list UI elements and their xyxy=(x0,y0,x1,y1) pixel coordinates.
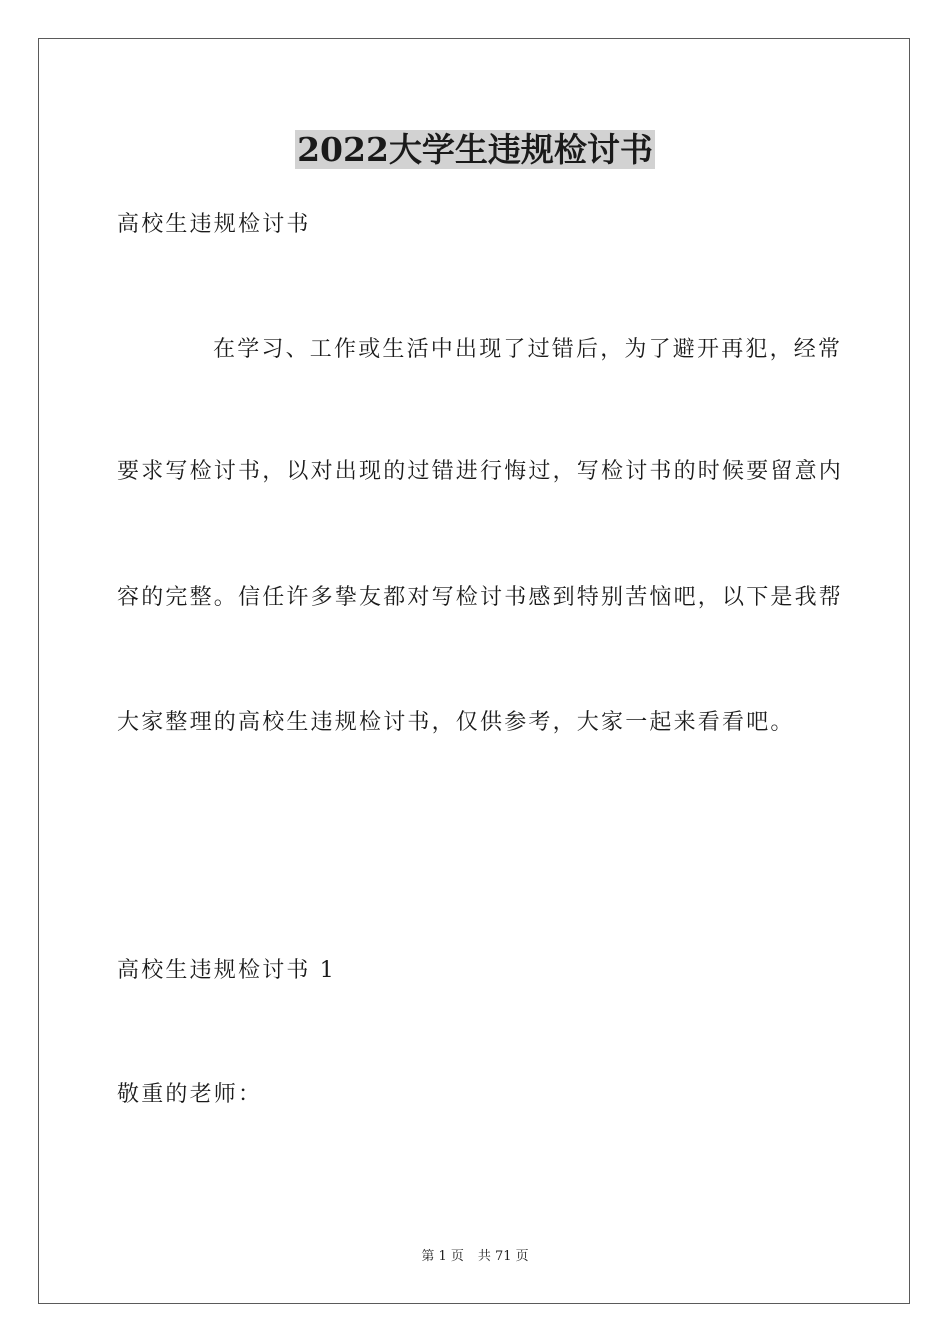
intro-line-1: 在学习、工作或生活中出现了过错后，为了避开再犯，经常 xyxy=(213,337,843,362)
salutation: 敬重的老师： xyxy=(117,1082,263,1107)
document-subtitle: 高校生违规检讨书 xyxy=(117,212,311,237)
page-number: 第 1 页 xyxy=(421,1249,464,1264)
document-title xyxy=(0,124,950,176)
intro-line-4: 大家整理的高校生违规检讨书，仅供参考，大家一起来看看吧。 xyxy=(117,710,795,735)
page-footer xyxy=(0,1247,950,1267)
section-heading: 高校生违规检讨书 1 xyxy=(117,958,336,983)
intro-line-2: 要求写检讨书，以对出现的过错进行悔过，写检讨书的时候要留意内 xyxy=(117,459,844,484)
document-title-text: 2022大学生违规检讨书 xyxy=(297,130,653,169)
intro-line-3: 容的完整。信任许多挚友都对写检讨书感到特别苦恼吧，以下是我帮 xyxy=(117,585,844,610)
page-total: 共 71 页 xyxy=(477,1249,529,1264)
